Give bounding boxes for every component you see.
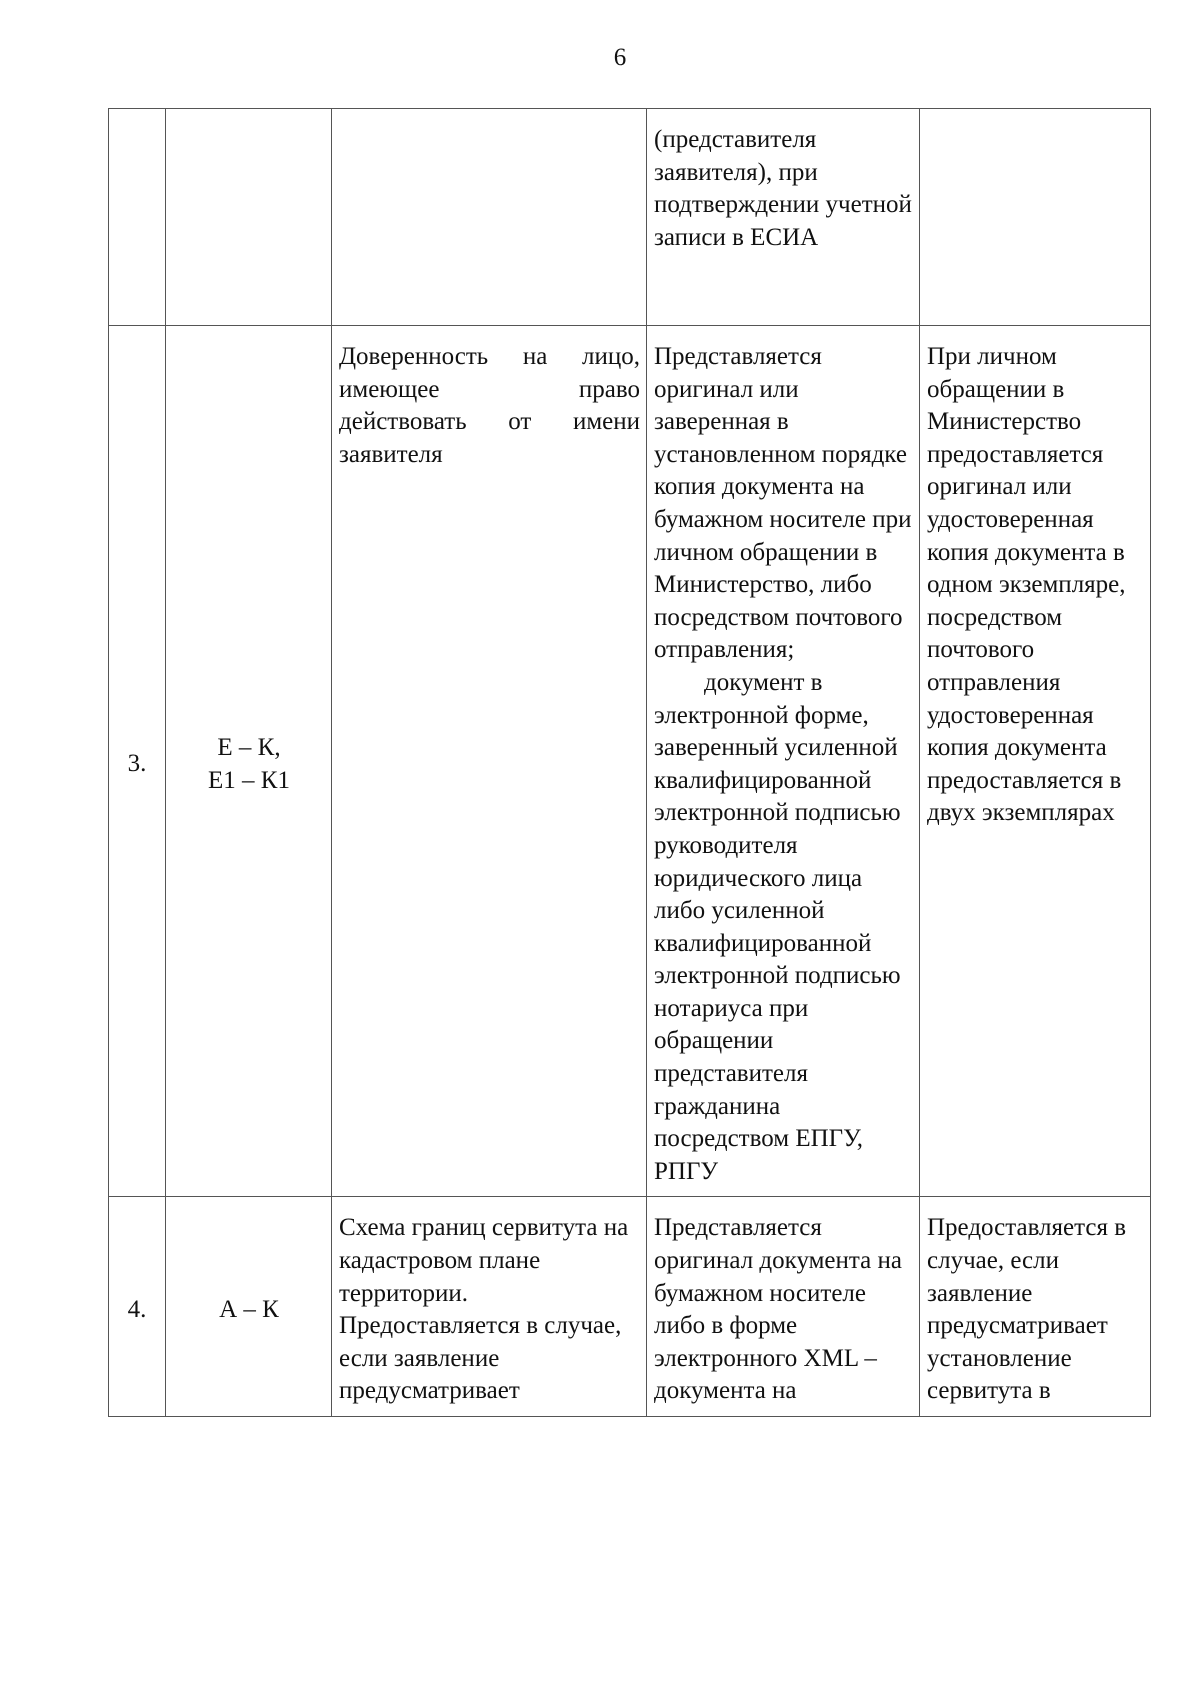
- submission-method-cell: [647, 1197, 920, 1417]
- table-row: [109, 326, 1151, 1197]
- page-number: 6: [613, 44, 627, 71]
- copies-cell: При личном обращении в Министерство предоставляется оригинал или удостоверенная копия документа в одном экземпляре, посредством почтового отправления удостоверенная копия документа предоставляется в двух экземплярах: [920, 326, 1151, 1197]
- copies-cell: [920, 109, 1151, 326]
- row-number-cell: 4.: [109, 1197, 166, 1417]
- row-code-line: Е – К,: [217, 734, 281, 762]
- document-name-cell: Схема границ сервитута на кадастровом плане территории. Предоставляется в случае, если заявление предусматривает: [332, 1197, 647, 1417]
- submission-paragraph: (представителя заявителя), при подтверждении учетной записи в ЕСИА: [654, 126, 912, 251]
- row-code-line: А – К: [219, 1295, 279, 1323]
- row-code-cell: [166, 1197, 332, 1417]
- copies-cell: Предоставляется в случае, если заявление предусматривает установление сервитута в: [920, 1197, 1151, 1417]
- submission-method-cell: [647, 109, 920, 326]
- row-code-cell: [166, 109, 332, 326]
- document-name-cell: [332, 109, 647, 326]
- table-row: [109, 1197, 1151, 1417]
- submission-paragraph: Представляется оригинал документа на бумажном носителе либо в форме электронного XML – документа на: [654, 1214, 902, 1405]
- submission-paragraph: документ в электронной форме, заверенный усиленной квалифицированной электронной подписью руководителя юридического лица либо усиленной квалифицированной электронной подписью нотариуса при обращении представителя гражданина посредством ЕПГУ, РПГУ: [654, 668, 901, 1185]
- submission-paragraph: Представляется оригинал или заверенная в установленном порядке копия документа на бумажном носителе при личном обращении в Министерство, либо посредством почтового отправления;: [654, 343, 912, 664]
- row-number-cell: [109, 109, 166, 326]
- table-row: [109, 109, 1151, 326]
- row-code-line: Е1 – К1: [208, 766, 290, 794]
- row-number-cell: 3.: [109, 326, 166, 1197]
- submission-method-cell: [647, 326, 920, 1197]
- document-name-cell: Доверенность на лицо, имеющее право действовать от имени заявителя: [332, 326, 647, 1197]
- row-code-cell: [166, 326, 332, 1197]
- requirements-table: [108, 108, 1151, 1417]
